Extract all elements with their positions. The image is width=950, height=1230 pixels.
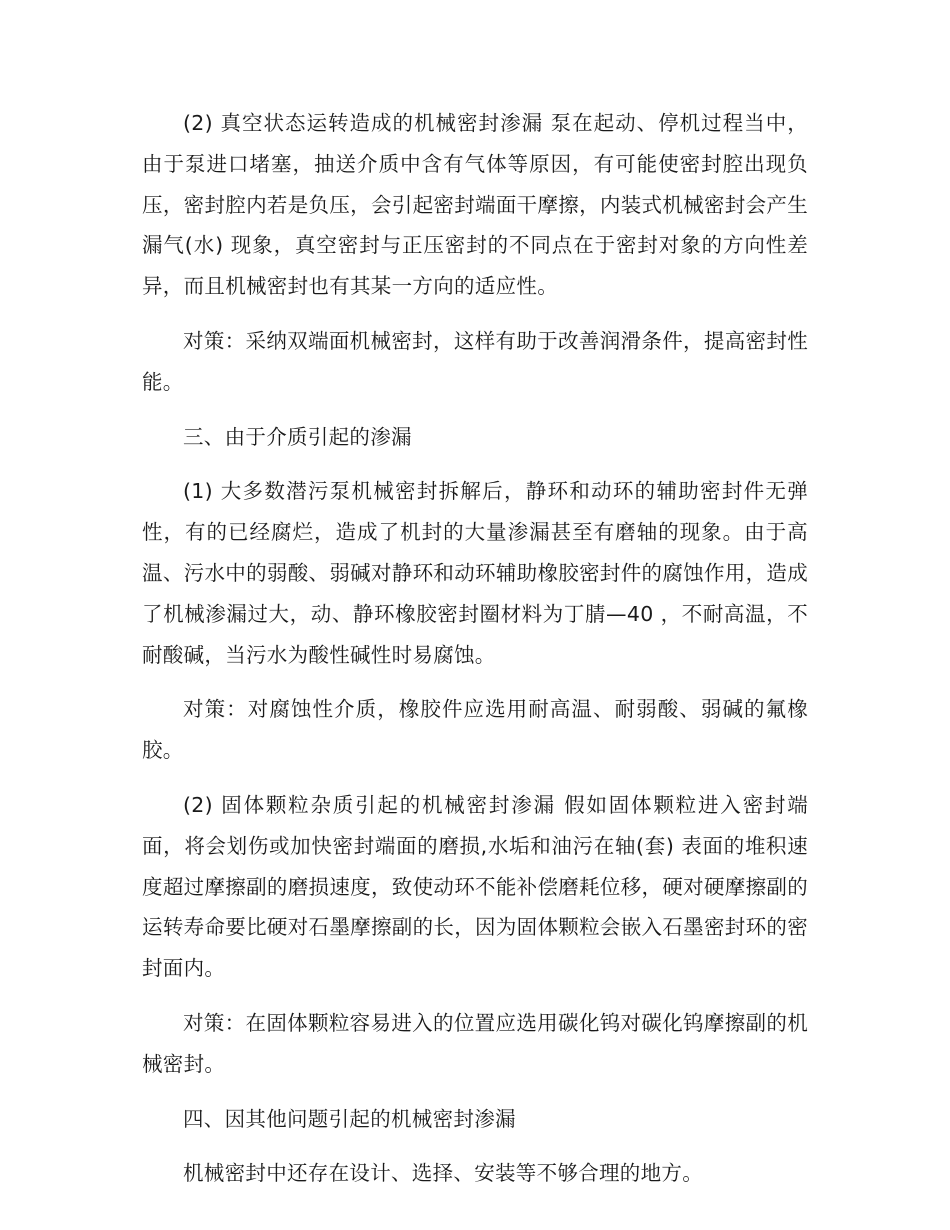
- paragraph-countermeasure-double-seal: 对策：采纳双端面机械密封，这样有助于改善润滑条件，提高密封性能。: [142, 328, 808, 394]
- paragraph-vacuum-leakage: (2) 真空状态运转造成的机械密封渗漏 泵在起动、停机过程当中，由于泵进口堵塞，抽送介质中含有气体等原因，有可能使密封腔出现负压，密封腔内若是负压，会引起密封端面干摩擦，内装式机械密封会产生漏气(水) 现象，真空密封与正压密封的不同点在于密封对象的方向性差异，而且机械密封也有其某一方向的适应性。: [142, 111, 808, 299]
- paragraph-countermeasure-tungsten-carbide: 对策：在固体颗粒容易进入的位置应选用碳化钨对碳化钨摩擦副的机械密封。: [142, 1010, 808, 1076]
- paragraph-countermeasure-fluororubber: 对策：对腐蚀性介质，橡胶件应选用耐高温、耐弱酸、弱碱的氟橡胶。: [142, 697, 808, 763]
- paragraph-design-issues: 机械密封中还存在设计、选择、安装等不够合理的地方。: [183, 1161, 703, 1186]
- section-heading-medium-leakage: 三、由于介质引起的渗漏: [183, 424, 412, 449]
- section-heading-other-leakage: 四、因其他问题引起的机械密封渗漏: [183, 1106, 516, 1131]
- paragraph-corrosion-leakage: (1) 大多数潜污泵机械密封拆解后，静环和动环的辅助密封件无弹性，有的已经腐烂，造成了机封的大量渗漏甚至有磨轴的现象。由于高温、污水中的弱酸、弱碱对静环和动环辅助橡胶密封件的腐蚀作用，造成了机械渗漏过大，动、静环橡胶密封圈材料为丁腈—40 ，不耐高温，不耐酸碱，当污水为酸性碱性时易腐蚀。: [142, 479, 808, 667]
- paragraph-solid-particle-leakage: (2) 固体颗粒杂质引起的机械密封渗漏 假如固体颗粒进入密封端面，将会划伤或加快密封端面的磨损,水垢和油污在轴(套) 表面的堆积速度超过摩擦副的磨损速度，致使动环不能补偿磨耗位移，硬对硬摩擦副的运转寿命要比硬对石墨摩擦副的长，因为固体颗粒会嵌入石墨密封环的密封面内。: [142, 792, 808, 981]
- document-body: [142, 103, 808, 1208]
